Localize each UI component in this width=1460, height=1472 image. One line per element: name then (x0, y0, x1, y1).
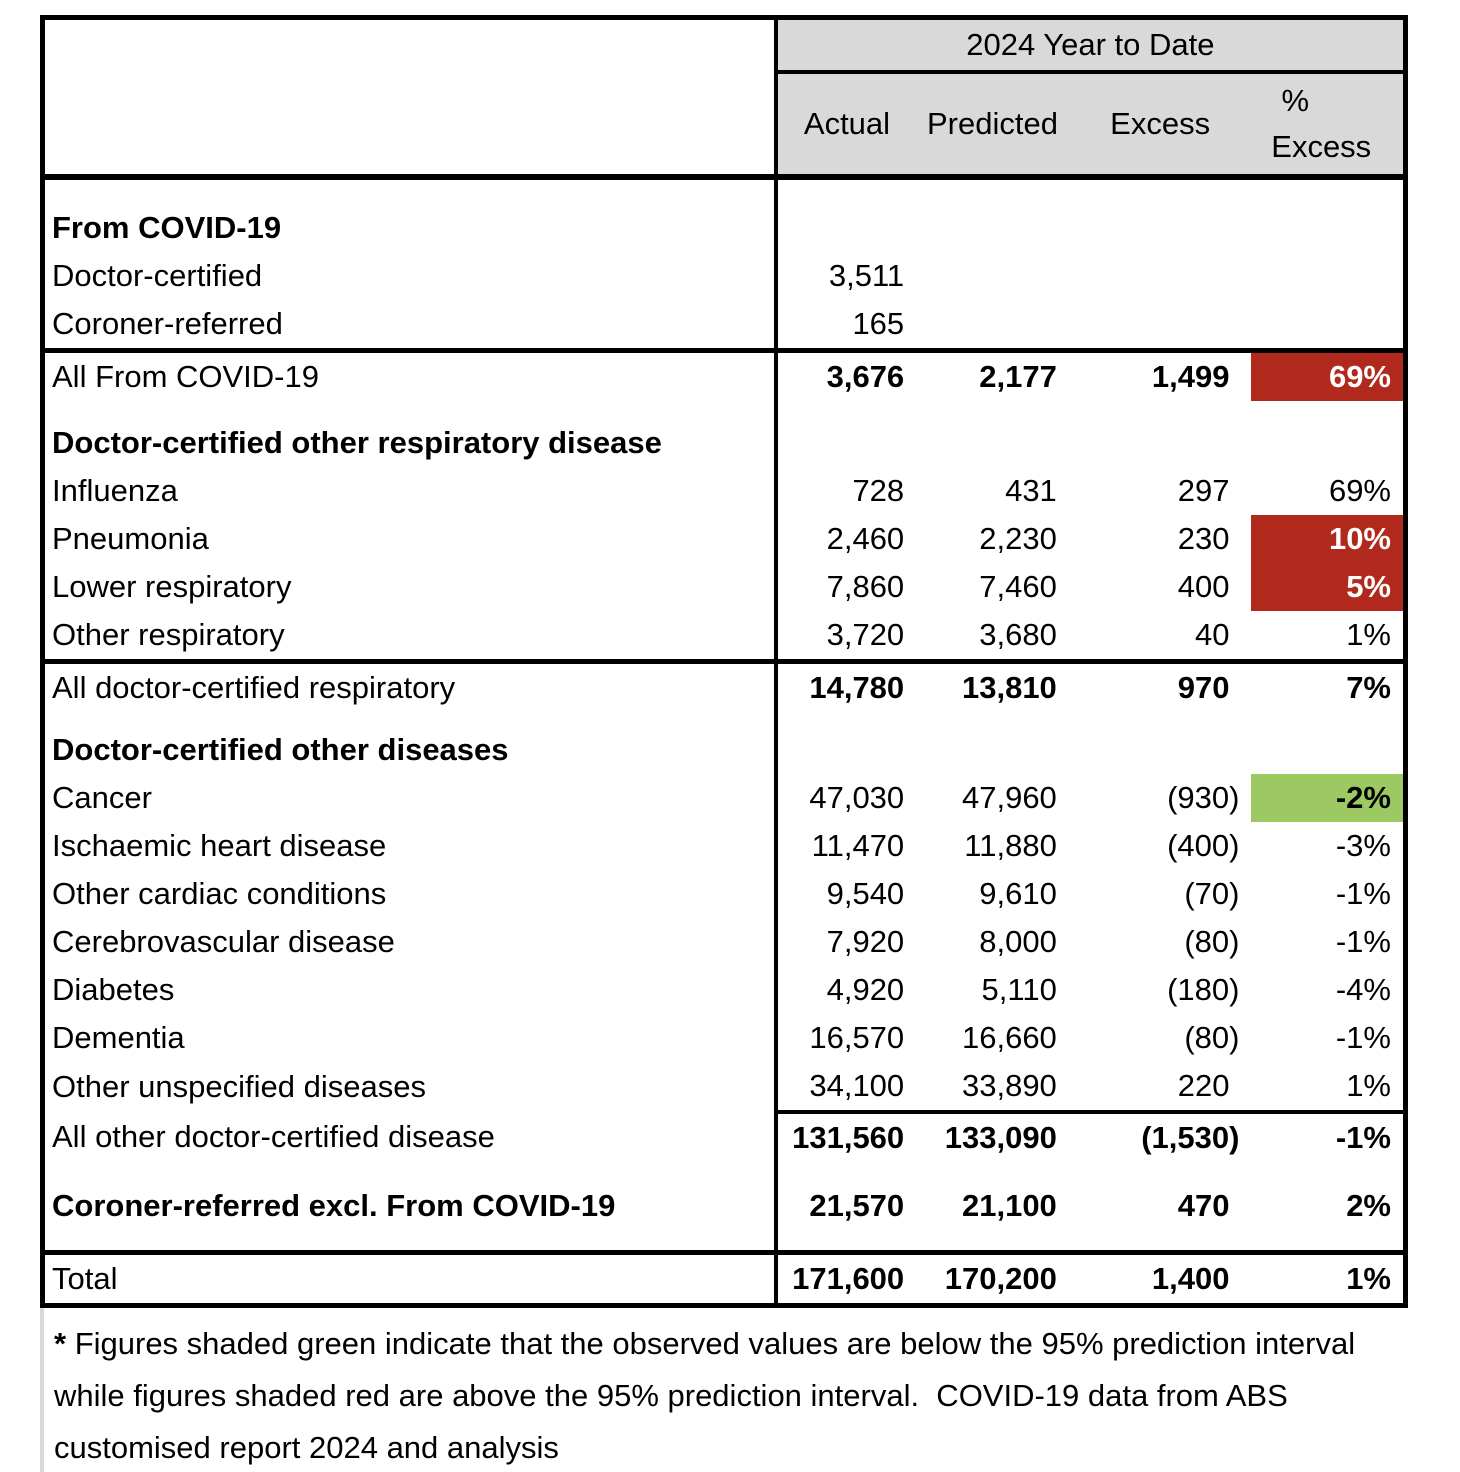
cell-actual: 165 (776, 300, 916, 351)
cell-excess: (930) (1167, 780, 1240, 815)
table-row (43, 1062, 1406, 1112)
row-label: All other doctor-certified disease (52, 1119, 495, 1154)
cell-excess (1069, 726, 1252, 774)
row-label: Doctor-certified other respiratory disease (52, 425, 662, 460)
cell-pct-excess: -1% (1251, 1112, 1405, 1162)
column-header-predicted: Predicted (916, 72, 1069, 177)
row-label: Doctor-certified (52, 258, 263, 293)
cell-predicted (916, 726, 1069, 774)
spacer-row (43, 401, 1406, 419)
cell-predicted: 16,660 (961, 1020, 1057, 1055)
cell-predicted: 5,110 (981, 972, 1057, 1007)
cell-pct-excess: 10% (1251, 515, 1405, 563)
column-header-pct-excess (1251, 72, 1405, 177)
spacer-cell (1069, 1162, 1252, 1182)
row-label: Pneumonia (52, 521, 209, 556)
cell-excess: 970 (1069, 662, 1252, 713)
cell-excess: (80) (1184, 1020, 1240, 1055)
spacer-cell (776, 1162, 916, 1182)
cell-pct-excess: 69% (1251, 351, 1405, 402)
spacer-cell (916, 1230, 1069, 1253)
group-header-2024-ytd: 2024 Year to Date (776, 18, 1406, 73)
cell-predicted: 11,880 (964, 828, 1057, 863)
cell-pct-excess: 7% (1251, 662, 1405, 713)
cell-predicted: 47,960 (961, 780, 1057, 815)
cell-excess (1069, 419, 1252, 467)
row-label: Other unspecified diseases (52, 1069, 426, 1104)
spacer-cell (43, 1162, 776, 1182)
cell-pct-excess (1251, 204, 1405, 252)
cell-excess: (400) (1167, 828, 1240, 863)
row-label: All From COVID-19 (43, 351, 776, 402)
table-row (43, 822, 1406, 870)
table-row (43, 662, 1406, 713)
footnote (40, 1308, 1408, 1472)
cell-excess: 40 (1194, 617, 1230, 652)
table-row (43, 467, 1406, 515)
table-row (43, 515, 1406, 563)
cell-excess (1069, 300, 1252, 351)
cell-actual: 7,860 (776, 563, 916, 611)
row-label: From COVID-19 (52, 210, 282, 245)
cell-pct-excess: -1% (1335, 876, 1391, 911)
cell-actual: 7,920 (776, 918, 916, 966)
cell-pct-excess (1251, 726, 1405, 774)
spacer-cell (43, 401, 776, 419)
table-row (43, 870, 1406, 918)
spacer-cell (1069, 177, 1252, 204)
table-row (43, 1182, 1406, 1230)
cell-predicted: 133,090 (916, 1112, 1069, 1162)
cell-actual: 3,676 (776, 351, 916, 402)
cell-actual: 21,570 (776, 1182, 916, 1230)
cell-actual: 728 (776, 467, 916, 515)
cell-actual (776, 726, 916, 774)
table-row (43, 918, 1406, 966)
row-label: Diabetes (52, 972, 175, 1007)
spacer-row (43, 1162, 1406, 1182)
cell-predicted: 170,200 (916, 1253, 1069, 1306)
cell-actual: 3,720 (776, 611, 916, 662)
table-row (43, 611, 1406, 662)
cell-excess: (70) (1184, 876, 1240, 911)
table-row (43, 204, 1406, 252)
cell-predicted: 431 (1005, 473, 1057, 508)
table-row (43, 351, 1406, 402)
footnote-text: Figures shaded green indicate that the observed values are below the 95% prediction interval while figures shaded red are above the 95% prediction interval. COVID-19 data from ABS customised report 2024 and analysis (54, 1326, 1364, 1465)
cell-actual: 11,470 (776, 822, 916, 870)
cell-actual: 171,600 (776, 1253, 916, 1306)
cell-actual: 16,570 (776, 1014, 916, 1062)
table-row (43, 1253, 1406, 1306)
row-label: Dementia (52, 1020, 185, 1055)
spacer-cell (1251, 401, 1405, 419)
row-label: Doctor-certified other diseases (52, 732, 509, 767)
cell-excess: 1,400 (1069, 1253, 1252, 1306)
cell-pct-excess: -1% (1335, 924, 1391, 959)
cell-excess: 470 (1177, 1188, 1230, 1223)
cell-actual: 2,460 (776, 515, 916, 563)
footnote-asterisk: * (54, 1326, 67, 1361)
row-label: Coroner-referred (52, 306, 283, 341)
cell-pct-excess: -2% (1251, 774, 1405, 822)
excess-mortality-table (40, 15, 1408, 1308)
header-corner-cell (43, 72, 776, 177)
header-corner-cell (43, 18, 776, 73)
cell-excess: 220 (1177, 1068, 1230, 1103)
spacer-cell (1069, 712, 1252, 726)
spacer-row (43, 712, 1406, 726)
cell-excess: 400 (1177, 569, 1230, 604)
cell-pct-excess (1251, 300, 1405, 351)
cell-excess: (180) (1167, 972, 1240, 1007)
cell-actual: 4,920 (776, 966, 916, 1014)
cell-predicted (916, 204, 1069, 252)
cell-pct-excess (1251, 419, 1405, 467)
cell-excess: 230 (1177, 521, 1230, 556)
spacer-cell (1251, 1162, 1405, 1182)
spacer-cell (1069, 401, 1252, 419)
table-row (43, 300, 1406, 351)
cell-predicted: 2,177 (916, 351, 1069, 402)
spacer-row (43, 177, 1406, 204)
spacer-cell (1251, 177, 1405, 204)
spacer-cell (43, 1230, 776, 1253)
cell-actual (776, 204, 916, 252)
cell-predicted (916, 300, 1069, 351)
spacer-cell (916, 712, 1069, 726)
spacer-cell (43, 177, 776, 204)
cell-excess: (80) (1184, 924, 1240, 959)
table-row (43, 252, 1406, 300)
table-row (43, 726, 1406, 774)
cell-actual: 34,100 (776, 1062, 916, 1112)
cell-excess: 1,499 (1069, 351, 1252, 402)
table-row (43, 419, 1406, 467)
cell-pct-excess (1251, 252, 1405, 300)
cell-actual: 14,780 (776, 662, 916, 713)
cell-predicted (916, 252, 1069, 300)
column-header-actual: Actual (776, 72, 916, 177)
spacer-cell (1069, 1230, 1252, 1253)
spacer-cell (776, 177, 916, 204)
spacer-cell (1251, 1230, 1405, 1253)
table-row (43, 563, 1406, 611)
row-label: Cerebrovascular disease (52, 924, 395, 959)
row-label: Coroner-referred excl. From COVID-19 (52, 1188, 616, 1223)
table-row (43, 1014, 1406, 1062)
pct-excess-line2: Excess (1271, 129, 1372, 164)
row-label: Lower respiratory (52, 569, 292, 604)
row-label: All doctor-certified respiratory (43, 662, 776, 713)
spacer-cell (1251, 712, 1405, 726)
cell-excess: 297 (1177, 473, 1230, 508)
spacer-cell (916, 401, 1069, 419)
cell-pct-excess: -3% (1335, 828, 1391, 863)
cell-predicted: 9,610 (979, 876, 1057, 911)
column-header-excess: Excess (1069, 72, 1252, 177)
cell-excess: (1,530) (1069, 1112, 1252, 1162)
table-body (43, 177, 1406, 1306)
table-row (43, 774, 1406, 822)
cell-predicted: 8,000 (979, 924, 1057, 959)
table-row (43, 966, 1406, 1014)
cell-pct-excess: 69% (1328, 473, 1391, 508)
table-row (43, 1112, 1406, 1162)
spacer-cell (43, 712, 776, 726)
spacer-cell (776, 712, 916, 726)
cell-pct-excess: 2% (1346, 1188, 1391, 1223)
row-label: Cancer (52, 780, 152, 815)
cell-actual: 47,030 (776, 774, 916, 822)
cell-pct-excess: -1% (1335, 1020, 1391, 1055)
cell-actual: 3,511 (776, 252, 916, 300)
cell-predicted: 33,890 (961, 1068, 1057, 1103)
spacer-cell (916, 1162, 1069, 1182)
cell-pct-excess: 5% (1251, 563, 1405, 611)
cell-predicted (916, 419, 1069, 467)
row-label: Ischaemic heart disease (52, 828, 387, 863)
table-group-header-row (43, 18, 1406, 73)
cell-pct-excess: -4% (1335, 972, 1391, 1007)
row-label: Influenza (52, 473, 178, 508)
cell-predicted: 2,230 (979, 521, 1057, 556)
cell-pct-excess: 1% (1251, 1253, 1405, 1306)
cell-excess (1069, 252, 1252, 300)
cell-actual (776, 419, 916, 467)
cell-predicted: 7,460 (979, 569, 1057, 604)
table-column-header-row (43, 72, 1406, 177)
spacer-cell (776, 401, 916, 419)
cell-predicted: 3,680 (979, 617, 1057, 652)
cell-actual: 9,540 (776, 870, 916, 918)
cell-excess (1069, 204, 1252, 252)
pct-excess-line1: % (1281, 83, 1310, 118)
spacer-cell (916, 177, 1069, 204)
row-label: Other cardiac conditions (52, 876, 387, 911)
cell-predicted: 13,810 (916, 662, 1069, 713)
row-label: Total (43, 1253, 776, 1306)
cell-pct-excess: 1% (1346, 1068, 1391, 1103)
row-label: Other respiratory (52, 617, 285, 652)
cell-pct-excess: 1% (1346, 617, 1391, 652)
cell-predicted: 21,100 (961, 1188, 1057, 1223)
spacer-row (43, 1230, 1406, 1253)
spacer-cell (776, 1230, 916, 1253)
cell-actual: 131,560 (776, 1112, 916, 1162)
